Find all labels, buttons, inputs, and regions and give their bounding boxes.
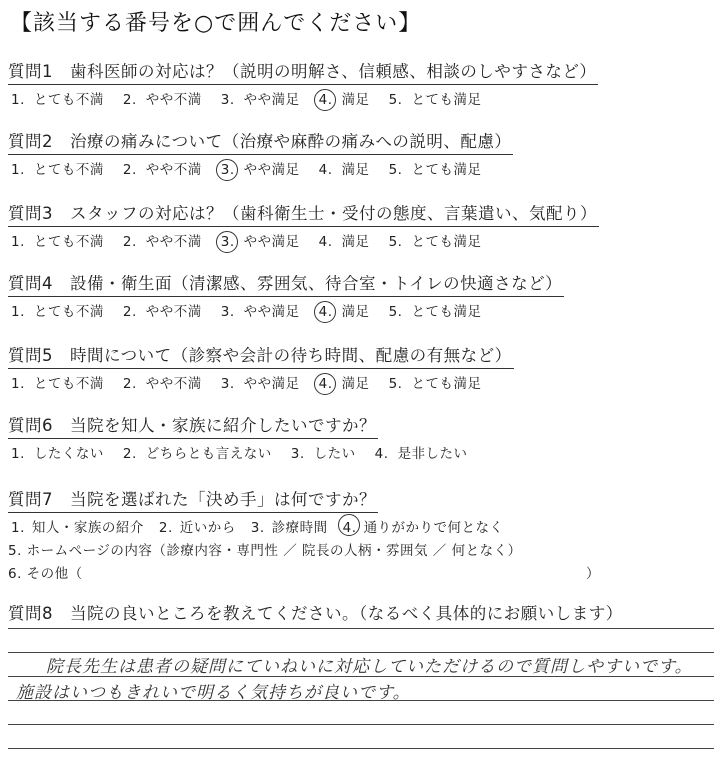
option-number: 4.: [318, 234, 333, 250]
answer-option[interactable]: [8, 300, 104, 320]
option-label: どちらとも言えない: [145, 446, 272, 462]
option-label: 通りがかりで何となく: [363, 520, 504, 536]
handwritten-answer-line1: 院長先生は患者の疑問にていねいに対応していただけるので質問しやすいです。: [46, 657, 693, 677]
option-label: とても不満: [33, 162, 104, 178]
option-label: したい: [313, 446, 356, 462]
question-8-title: 質問8 当院の良いところを教えてください。（なるべく具体的にお願いします）: [8, 604, 623, 623]
question-7-row1: [8, 517, 522, 540]
question-5: [8, 342, 514, 392]
option-number: 5.: [388, 376, 403, 392]
option-label: したくない: [33, 446, 104, 462]
answer-line: [8, 724, 714, 725]
option-label: やや満足: [243, 162, 300, 178]
option-number: 2.: [122, 446, 137, 462]
option-number: 1.: [11, 376, 25, 392]
option-number: 2.: [158, 520, 173, 536]
question-7-other-close: ）: [586, 566, 600, 582]
answer-option[interactable]: [316, 230, 370, 250]
selected-option-number: 3.: [218, 162, 238, 178]
answer-option[interactable]: [8, 517, 144, 540]
question-3-title: 質問3 スタッフの対応は？（歯科衛生士・受付の態度、言葉遣い、気配り）: [8, 200, 599, 227]
question-7-options: [8, 517, 600, 586]
option-label: やや不満: [145, 234, 202, 250]
option-number: 1.: [11, 162, 25, 178]
question-3-options: [8, 230, 599, 250]
option-number: 3.: [290, 446, 305, 462]
selected-option-number: 4.: [316, 376, 336, 392]
question-4-options: [8, 300, 564, 320]
answer-option[interactable]: [218, 300, 300, 320]
question-4-title: 質問4 設備・衛生面（清潔感、雰囲気、待合室・トイレの快適さなど）: [8, 270, 564, 297]
option-label: やや満足: [243, 304, 300, 320]
option-label: やや満足: [243, 234, 300, 250]
answer-option[interactable]: [8, 230, 104, 250]
question-2-options: [8, 158, 513, 178]
option-number: 3.: [250, 520, 265, 536]
option-label: 知人・家族の紹介: [31, 520, 144, 536]
question-2-title: 質問2 治療の痛みについて（治療や麻酔の痛みへの説明、配慮）: [8, 128, 513, 155]
option-label: やや不満: [145, 92, 202, 108]
option-label: とても満足: [411, 304, 482, 320]
option-label: とても不満: [33, 376, 104, 392]
question-2: [8, 128, 513, 178]
option-number: 3.: [220, 376, 235, 392]
answer-option[interactable]: [218, 230, 300, 250]
answer-option[interactable]: [120, 230, 202, 250]
answer-option[interactable]: [288, 442, 356, 462]
answer-option[interactable]: [386, 372, 482, 392]
selected-option-number: 4.: [316, 304, 336, 320]
question-7-other-label: 6. その他（: [8, 566, 83, 582]
answer-option[interactable]: [386, 88, 482, 108]
option-label: とても満足: [411, 162, 482, 178]
question-6: [8, 412, 484, 462]
answer-option[interactable]: [386, 230, 482, 250]
question-1: [8, 58, 598, 108]
answer-option[interactable]: [218, 158, 300, 178]
option-number: 2.: [122, 304, 137, 320]
option-number: 1.: [11, 520, 25, 536]
selected-option-number: 4.: [316, 92, 336, 108]
question-5-options: [8, 372, 514, 392]
answer-option[interactable]: [8, 158, 104, 178]
option-label: 診療時間: [271, 520, 328, 536]
option-number: 2.: [122, 234, 137, 250]
question-8: [8, 600, 623, 624]
answer-option[interactable]: [218, 88, 300, 108]
option-number: 1.: [11, 304, 25, 320]
option-label: とても満足: [411, 376, 482, 392]
option-number: 2.: [122, 92, 137, 108]
answer-option[interactable]: [156, 517, 236, 540]
option-number: 3.: [220, 92, 235, 108]
option-number: 1.: [11, 92, 25, 108]
answer-option[interactable]: [120, 372, 202, 392]
question-6-options: [8, 442, 484, 462]
option-label: とても満足: [411, 234, 482, 250]
question-7-title: 質問7 当院を選ばれた「決め手」は何ですか？: [8, 486, 378, 513]
answer-option[interactable]: [316, 300, 370, 320]
option-number: 2.: [122, 162, 137, 178]
answer-line: [8, 748, 714, 749]
answer-option[interactable]: [120, 88, 202, 108]
answer-option[interactable]: [218, 372, 300, 392]
option-label: とても不満: [33, 92, 104, 108]
option-label: やや不満: [145, 304, 202, 320]
option-label: とても満足: [411, 92, 482, 108]
option-number: 5.: [388, 92, 403, 108]
option-label: 満足: [341, 234, 370, 250]
answer-option[interactable]: [386, 158, 482, 178]
question-1-title: 質問1 歯科医師の対応は？（説明の明解さ、信頼感、相談のしやすさなど）: [8, 58, 598, 85]
answer-option[interactable]: [120, 158, 202, 178]
option-label: とても不満: [33, 234, 104, 250]
question-6-title: 質問6 当院を知人・家族に紹介したいですか？: [8, 412, 378, 439]
question-4: [8, 270, 564, 320]
option-label: 満足: [341, 162, 370, 178]
option-label: 満足: [341, 304, 370, 320]
option-number: 2.: [122, 376, 137, 392]
option-label: やや満足: [243, 92, 300, 108]
option-label: やや満足: [243, 376, 300, 392]
option-label: 近いから: [179, 520, 236, 536]
question-7-row3: [8, 563, 600, 586]
option-label: 是非したい: [397, 446, 468, 462]
answer-option[interactable]: [386, 300, 482, 320]
option-number: 4.: [374, 446, 389, 462]
handwritten-answer-line2: 施設はいつもきれいで明るく気持ちが良いです。: [16, 683, 411, 703]
option-number: 1.: [11, 446, 25, 462]
answer-option[interactable]: [8, 372, 104, 392]
selected-option-number: 4.: [340, 517, 360, 540]
answer-option[interactable]: [340, 517, 504, 540]
option-label: やや不満: [145, 162, 202, 178]
option-number: 1.: [11, 234, 25, 250]
option-label: 満足: [341, 376, 370, 392]
question-7: [8, 486, 600, 586]
option-number: 5.: [388, 234, 403, 250]
answer-line: [8, 628, 714, 629]
question-1-options: [8, 88, 598, 108]
answer-option[interactable]: [248, 517, 328, 540]
option-number: 3.: [220, 304, 235, 320]
option-number: 5.: [388, 304, 403, 320]
question-3: [8, 200, 599, 250]
option-label: やや不満: [145, 376, 202, 392]
answer-option[interactable]: [316, 88, 370, 108]
question-7-row2: 5. ホームページの内容（診療内容・専門性 ／ 院長の人柄・雰囲気 ／ 何となく）: [8, 543, 522, 559]
selected-option-number: 3.: [218, 234, 238, 250]
option-label: 満足: [341, 92, 370, 108]
answer-option[interactable]: [120, 442, 272, 462]
answer-option[interactable]: [372, 442, 468, 462]
answer-option[interactable]: [120, 300, 202, 320]
option-number: 5.: [388, 162, 403, 178]
answer-option[interactable]: [8, 442, 104, 462]
answer-option[interactable]: [316, 158, 370, 178]
option-number: 4.: [318, 162, 333, 178]
answer-option[interactable]: [316, 372, 370, 392]
option-label: とても不満: [33, 304, 104, 320]
answer-option[interactable]: [8, 88, 104, 108]
question-5-title: 質問5 時間について（診察や会計の待ち時間、配慮の有無など）: [8, 342, 514, 369]
page-header: 【該当する番号を○で囲んでください】: [10, 11, 422, 36]
